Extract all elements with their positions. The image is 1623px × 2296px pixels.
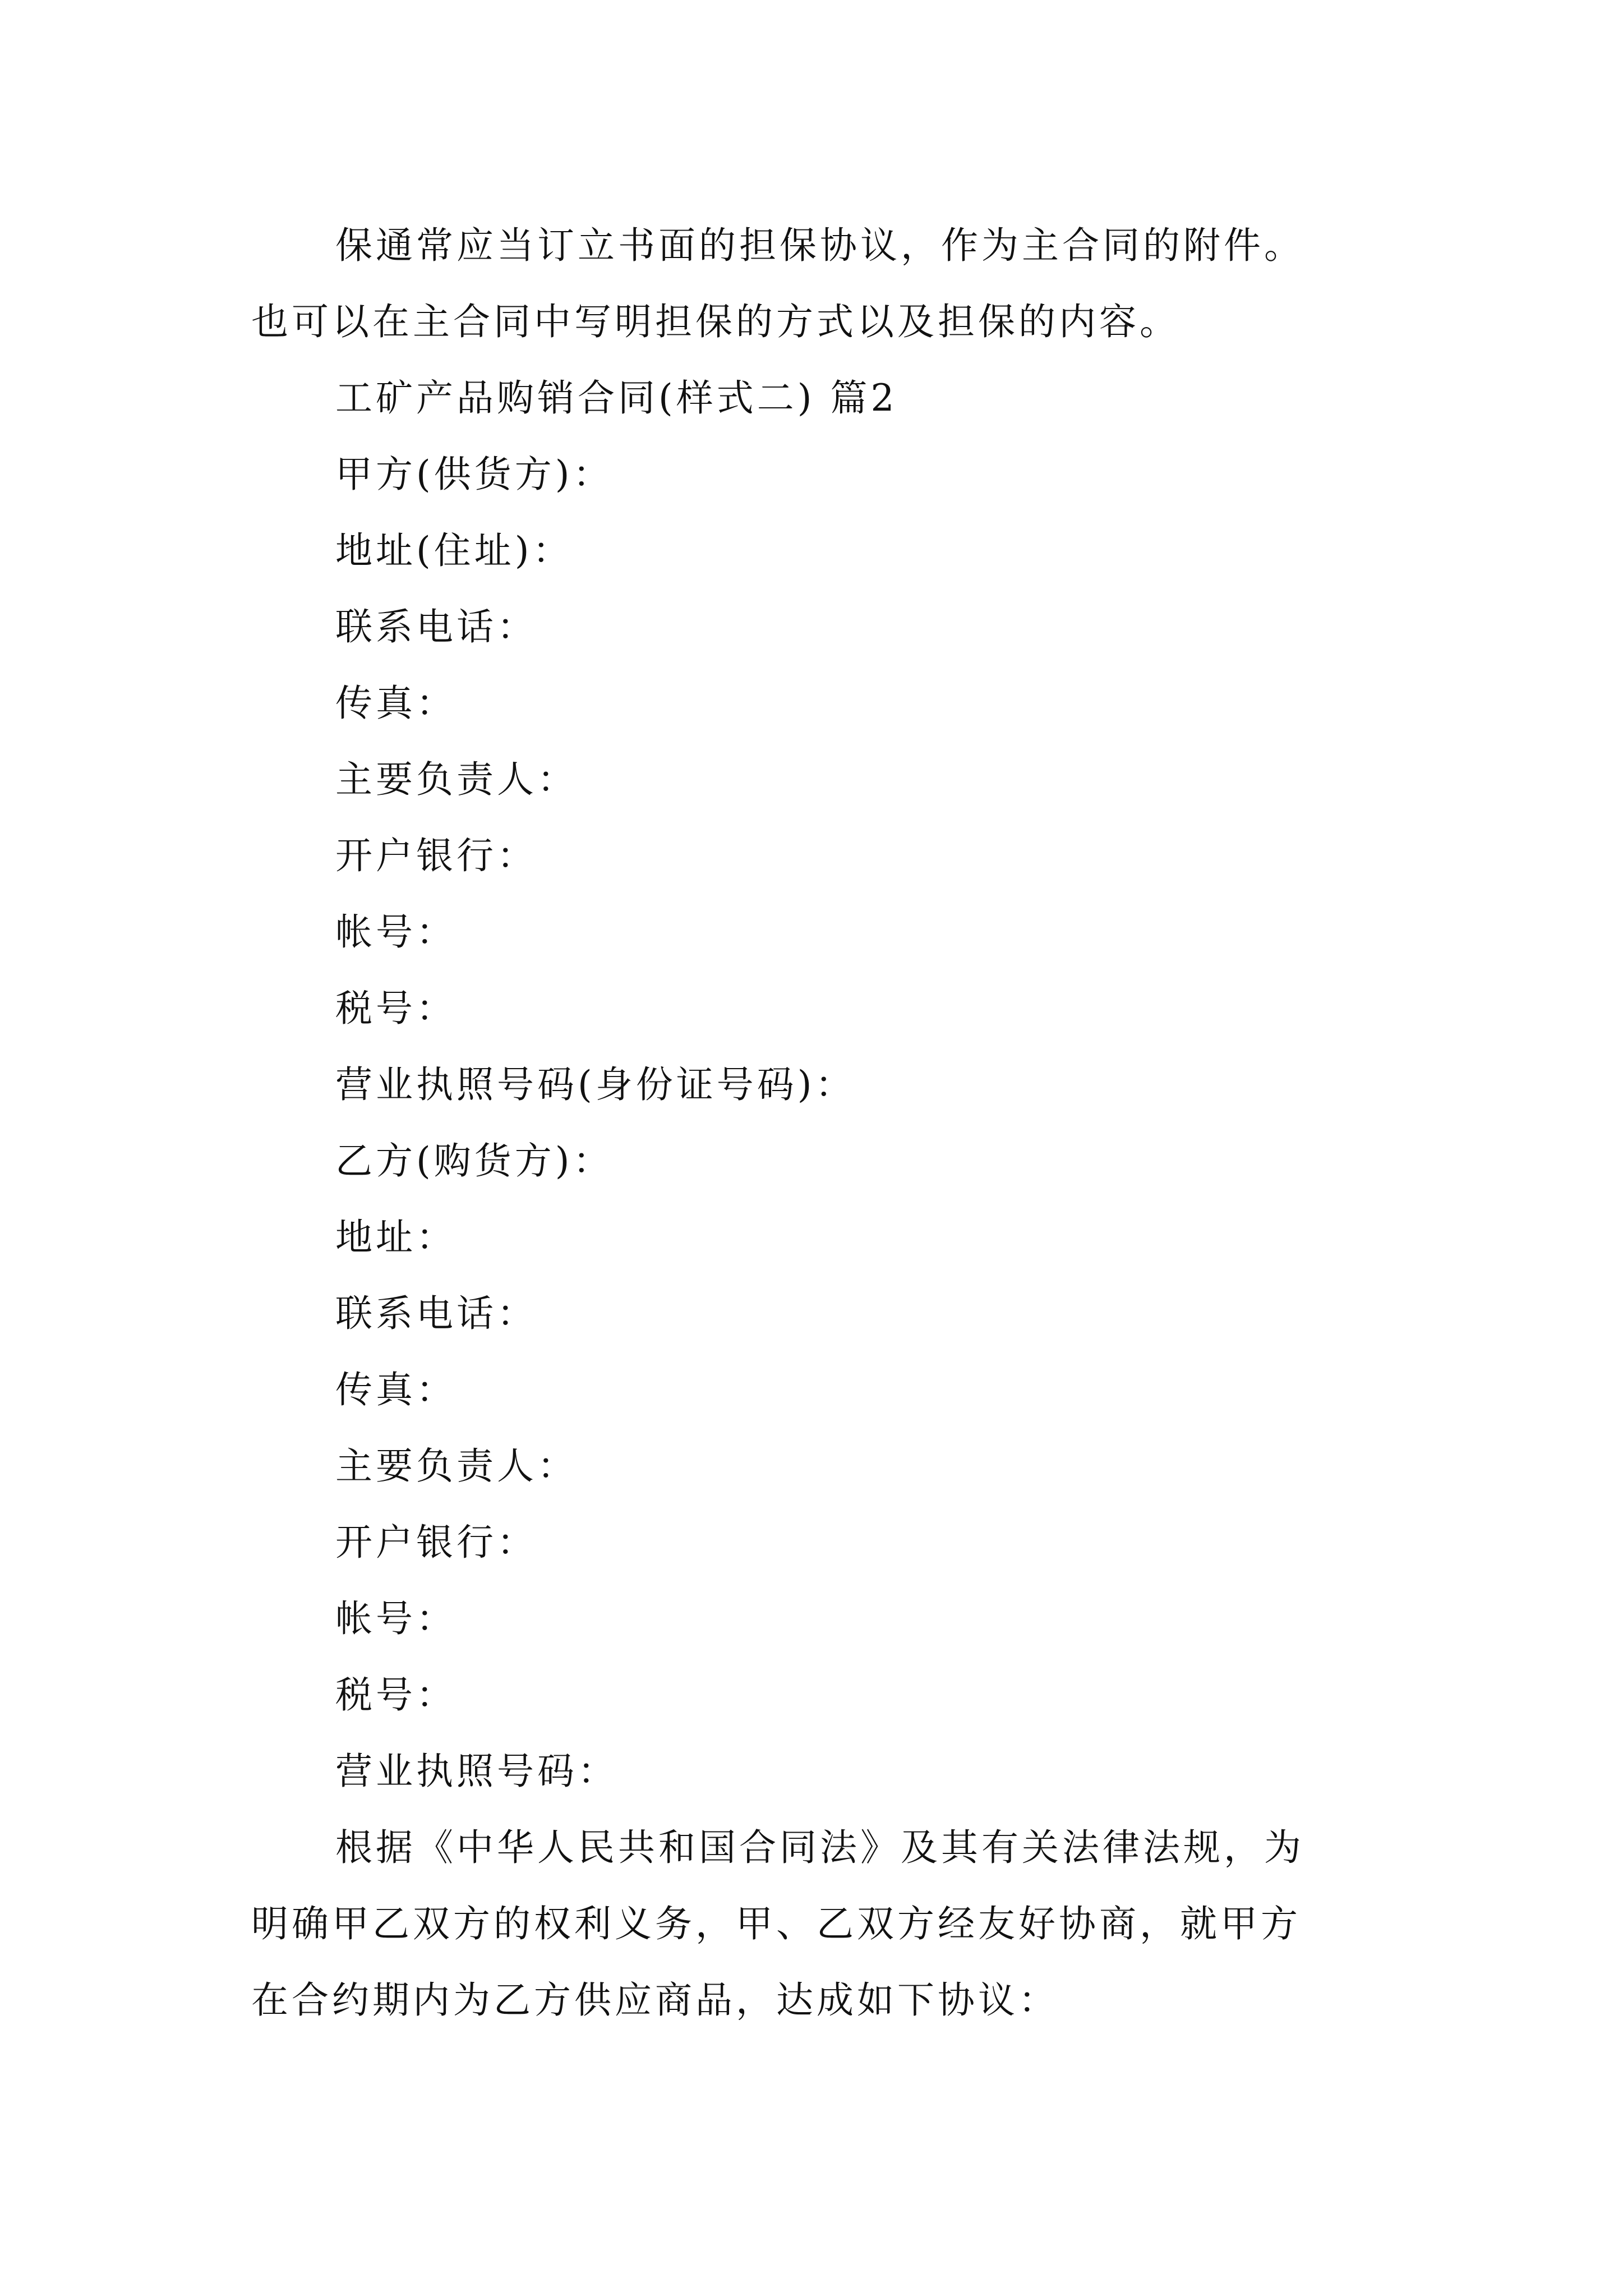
document-body (251, 208, 1418, 2039)
party-a-label: 甲方(供货方)： (335, 453, 614, 496)
party-a-account-field: 帐号： (335, 910, 457, 954)
party-a-manager-field: 主要负责人： (335, 758, 578, 801)
party-b-license-field: 营业执照号码： (335, 1750, 618, 1793)
paragraph-line: 也可以在主合同中写明担保的方式以及担保的内容。 (251, 300, 1180, 343)
party-a-bank-field: 开户银行： (335, 834, 537, 877)
paragraph-line: 在合约期内为乙方供应商品，达成如下协议： (251, 1978, 1059, 2022)
party-b-phone-field: 联系电话： (335, 1292, 537, 1335)
party-b-tax-field: 税号： (335, 1673, 457, 1717)
party-a-phone-field: 联系电话： (335, 605, 537, 648)
party-a-address-field: 地址(住址)： (335, 529, 573, 572)
party-a-tax-field: 税号： (335, 987, 457, 1030)
party-b-bank-field: 开户银行： (335, 1521, 537, 1564)
paragraph-line: 保通常应当订立书面的担保协议，作为主合同的附件。 (335, 224, 1304, 267)
party-b-address-field: 地址： (335, 1216, 457, 1259)
party-b-label: 乙方(购货方)： (335, 1139, 614, 1182)
paragraph-line: 明确甲乙双方的权利义务，甲、乙双方经友好协商，就甲方 (251, 1902, 1301, 1945)
section-title: 工矿产品购销合同(样式二) 篇2 (335, 376, 898, 420)
party-a-license-field: 营业执照号码(身份证号码)： (335, 1063, 856, 1106)
paragraph-line: 根据《中华人民共和国合同法》及其有关法律法规，为 (335, 1826, 1304, 1869)
party-b-fax-field: 传真： (335, 1368, 457, 1411)
party-a-fax-field: 传真： (335, 682, 457, 725)
party-b-account-field: 帐号： (335, 1597, 457, 1640)
party-b-manager-field: 主要负责人： (335, 1444, 578, 1488)
